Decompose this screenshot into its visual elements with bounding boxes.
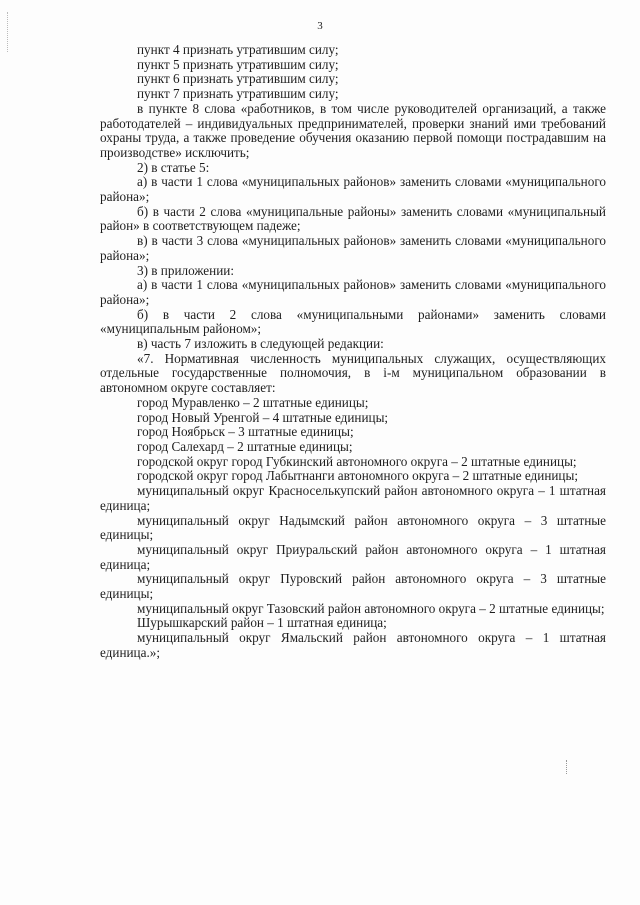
paragraph: б) в части 2 слова «муниципальными районами» заменить словами «муниципальным районом»; — [100, 306, 606, 337]
paragraph: а) в части 1 слова «муниципальных районов» заменить словами «муниципального района»; — [100, 277, 606, 307]
paragraph: в) часть 7 изложить в следующей редакции: — [137, 336, 384, 352]
paragraph: муниципальный округ Тазовский район автономного округа – 2 штатные единицы; — [137, 600, 605, 616]
paragraph: городской округ город Лабытнанги автономного округа – 2 штатные единицы; — [137, 468, 579, 484]
scan-margin-mark — [7, 12, 9, 52]
paragraph: город Ноябрьск – 3 штатные единицы; — [137, 424, 354, 440]
paragraph: город Новый Уренгой – 4 штатные единицы; — [137, 409, 389, 425]
paragraph: муниципальный округ Приуральский район автономного округа – 1 штатная единица; — [100, 541, 606, 572]
paragraph: Шурышкарский район – 1 штатная единица; — [137, 615, 387, 631]
paragraph: пункт 7 признать утратившим силу; — [137, 86, 339, 102]
paragraph: городской округ город Губкинский автономного округа – 2 штатные единицы; — [137, 453, 577, 469]
paragraph: город Муравленко – 2 штатные единицы; — [137, 394, 369, 410]
paragraph: город Салехард – 2 штатные единицы; — [137, 438, 353, 454]
paragraph: пункт 5 признать утратившим силу; — [137, 56, 339, 72]
paragraph: пункт 4 признать утратившим силу; — [137, 42, 339, 57]
paragraph: пункт 6 признать утратившим силу; — [137, 71, 339, 87]
paragraph: в пункте 8 слова «работников, в том числе руководителей организаций, а также работодателей – индивидуальных предпринимателей, проверки знаний ими требований охраны труда, а также проведение обучения оказанию первой помощи пострадавшим на производстве» исключить; — [100, 100, 606, 160]
document-body — [100, 43, 606, 661]
paragraph: в) в части 3 слова «муниципальных районов» заменить словами «муниципального района»; — [100, 233, 606, 263]
paragraph: муниципальный округ Ямальский район автономного округа – 1 штатная единица.»; — [100, 630, 606, 660]
paragraph: муниципальный округ Красноселькупский район автономного округа – 1 штатная единица; — [100, 483, 606, 513]
paragraph: муниципальный округ Пуровский район автономного округа – 3 штатные единицы; — [100, 571, 606, 602]
paragraph: б) в части 2 слова «муниципальные районы» заменить словами «муниципальный район» в соответствующем падеже; — [100, 203, 606, 234]
paragraph: 3) в приложении: — [137, 262, 234, 278]
paragraph: муниципальный округ Надымский район автономного округа – 3 штатные единицы; — [100, 512, 606, 543]
scan-speck — [566, 760, 568, 774]
paragraph: а) в части 1 слова «муниципальных районов» заменить словами «муниципального района»; — [100, 174, 606, 205]
page-number: 3 — [317, 20, 323, 32]
paragraph: «7. Нормативная численность муниципальных служащих, осуществляющих отдельные государственные полномочия, в i-м муниципальном образовании в автономном округе составляет: — [100, 350, 606, 396]
paragraph: 2) в статье 5: — [137, 159, 210, 175]
